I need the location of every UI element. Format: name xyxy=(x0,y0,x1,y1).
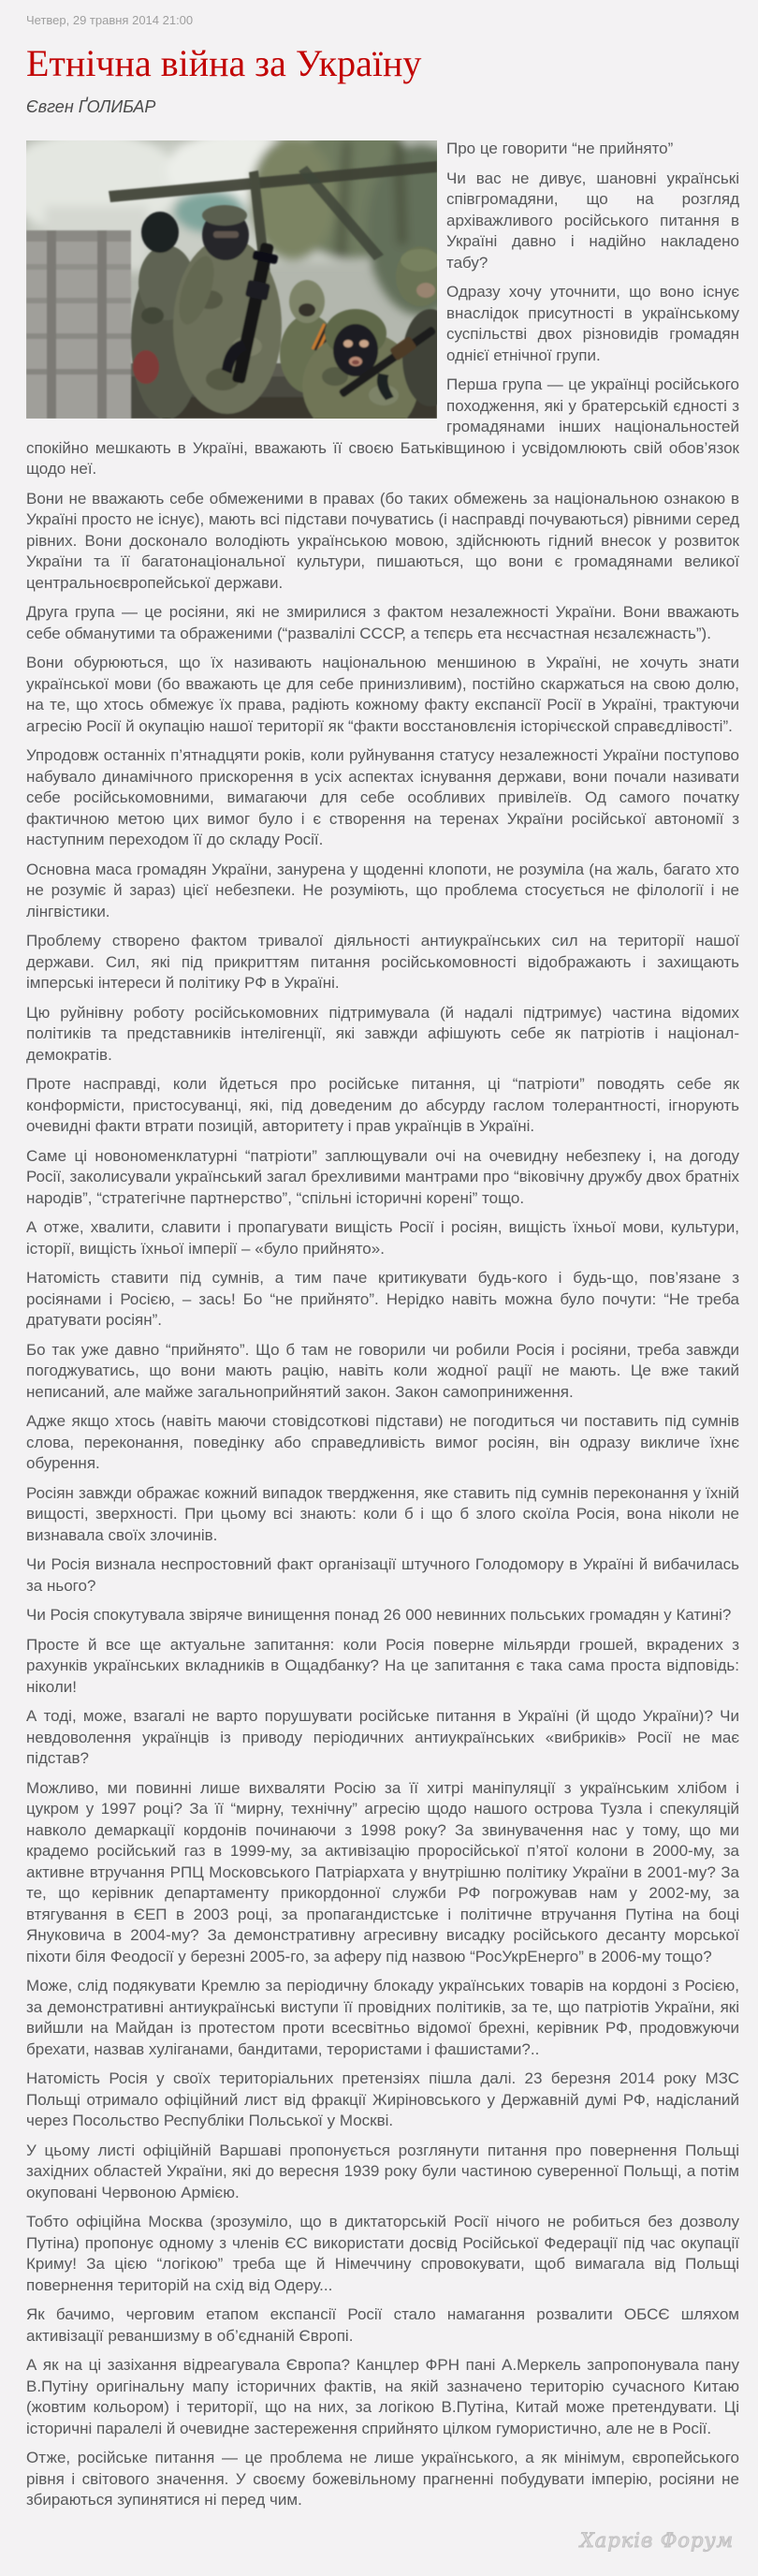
author-byline: Євген ҐОЛИБАР xyxy=(26,97,156,116)
article-paragraph: Чи Росія визнала неспростовний факт організації штучного Голодомору в Україні й вибачилась за нього? xyxy=(26,1555,739,1595)
article-paragraph: Проблему створено фактом тривалої діяльності антиукраїнських сил на території нашої держави. Сил, які під прикриттям питання російськомовності відображають і захищають імперські інтереси й політику РФ в Україні. xyxy=(26,932,739,992)
article-paragraph: Цю руйнівну роботу російськомовних підтримувала (й надалі підтримує) частина відомих політиків та представників інтелігенції, які завжди афішують себе як патріотів і націонал-демократів. xyxy=(26,1003,739,1064)
article-paragraph: Просте й все ще актуальне запитання: коли Росія поверне мільярди грошей, вкрадених з рахунків українських вкладників в Ощадбанку? На це запитання є така сама проста відповідь: ніколи! xyxy=(26,1635,739,1696)
article-paragraph: Тобто офіційна Москва (зрозуміло, що в диктаторській Росії нічого не робиться без дозволу Путіна) пропонує одному з членів ЄС використати досвід Російської Федерації під час окупації Криму! За цією “логікою” треба ще й Німеччину спровокувати, щоб вимагала від Польщі повернення територій на схід від Одеру... xyxy=(26,2213,739,2294)
article-paragraph: А як на ці зазіхання відреагувала Європа? Канцлер ФРН пані А.Меркель запропонувала пану В.Путіну оригінальну мапу історичних фактів, на якій зазначено територію сучасного Китаю (жовтим кольором) і території, що на них, за логікою В.Путіна, Китай може претендувати. Ці історичні паралелі й очевидне застереження сприйнято цілком гумористично, але не в Росії. xyxy=(26,2356,739,2437)
article-paragraph: Можливо, ми повинні лише вихваляти Росію за її хитрі маніпуляції з українським хлібом і цукром у 1997 році? За її “мирну, технічну” агресію щодо нашого острова Тузла і спекуляцій навколо демаркації кордонів починаючи з 1998 року? За звинувачення нас у тому, що ми крадемо російський газ в 1999-му, за активізацію проросійської п’ятої колони в 2000-му, за активне втручання РПЦ Московського Патріархата у внутрішню політику України в 2001-му? За те, що керівник департаменту прикордонної служби РФ погрожував нам у 2002-му, за втягування в ЄЕП в 2003 році, за пропагандистське і політичне втручання Путіна на боці Януковича в 2004-му? За демонстративну агресивну висадку російського десанту морської піхоти біля Феодосії у березні 2005-го, за аферу під назвою “РосУкрЕнерго” в 2006-му тощо? xyxy=(26,1778,739,1965)
article-paragraph: Як бачимо, черговим етапом експансії Росії стало намагання розвалити ОБСЄ шляхом активізації реваншизму в об’єднаній Європі. xyxy=(26,2305,739,2345)
article-paragraph: Чи вас не дивує, шановні українські співгромадяни, що на розгляд архіважливого російського питання в Україні давно і надійно накладено табу? xyxy=(446,169,739,272)
article-paragraph: А тоді, може, взагалі не варто порушувати російське питання в Україні (й щодо України)? Чи невдоволення українців із приводу періодичних антиукраїнських «вибриків» Росії не має підстав? xyxy=(26,1707,739,1767)
article-paragraph: Проте насправді, коли йдеться про російське питання, ці “патріоти” поводять себе як конформісти, пристосуванці, які, під доведеним до абсурду гаслом толерантності, ігнорують очевидні факти втрати позицій, авторитету і прав українців в Україні. xyxy=(26,1075,739,1135)
article-paragraph: А отже, хвалити, славити і пропагувати вищість Росії і росіян, вищість їхньої мови, культури, історії, вищість їхньої імперії – «було прийнято». xyxy=(26,1218,739,1258)
article-paragraph: Вони обурюються, що їх називають національною меншиною в Україні, не хочуть знати української мови (бо вважають це для себе принизливим), постійно скаржаться на свою долю, на те, що хтось обмежує їх права, радіють кожному факту експансії Росії в Україні, трактуючи агресію Росії й окупацію нашої території як “факти восстановлєнія історічєской справєдлівості”. xyxy=(26,654,739,735)
article-paragraph: Натомість Росія у своїх територіальних претензіях пішла далі. 23 березня 2014 року МЗС Польщі отримало офіційний лист від фракції Жиріновського у Державній думі РФ, надісланий через Посольство Республіки Польської у Москві. xyxy=(26,2069,739,2129)
article-paragraph: Адже якщо хтось (навіть маючи стовідсоткові підстави) не погодиться чи поставить під сумнів слова, переконання, поведінку або справедливість вимог росіян, він одразу викличе їхнє обурення. xyxy=(26,1412,739,1472)
article-paragraph: Росіян завжди ображає кожний випадок твердження, яке ставить під сумнів переконання у їхній вищості, зверхності. При цьому всі знають: коли б і що б злого скоїла Росія, вона ніколи не визнавала своїх злочинів. xyxy=(26,1483,739,1544)
article-paragraph: Може, слід подякувати Кремлю за періодичну блокаду українських товарів на кордоні з Росією, за демонстративні антиукраїнські виступи її провідних політиків, за те, що патріотів України, які вийшли на Майдан із протестом проти всесвітньо відомої брехні, керівник РФ, продовжуючи брехати, назвав хуліганами, бандитами, терористами і фашистами?.. xyxy=(26,1977,739,2058)
article-paragraph: Бо так уже давно “прийнято”. Що б там не говорили чи робили Росія і росіяни, треба завжди погоджуватись, що вони мають рацію, навіть коли жодної рації не мають. Це вже такий неписаний, але майже загальноприйнятий закон. Закон самоприниження. xyxy=(26,1340,739,1401)
page-title: Етнічна війна за Україну xyxy=(26,42,422,84)
article-paragraph: Друга група — це росіяни, які не змирилися з фактом незалежності України. Вони вважають себе обманутими та ображеними (“развалілі СССР, а тєпєрь ета нєсчастная нєзалєжнасть”). xyxy=(26,603,739,642)
site-watermark: Харків Форум xyxy=(579,2528,734,2552)
article-paragraph: Саме ці новономенклатурні “патріоти” заплющували очі на очевидну небезпеку і, на догоду Росії, заколисували український загал брехливими мантрами про “віковічну дружбу двох братніх народів”, “стратегічне партнерство”, “спільні історичні корені” тощо. xyxy=(26,1146,739,1207)
article-paragraph: Натомість ставити під сумнів, а тим паче критикувати будь-кого і будь-що, пов’язане з росіянами і Росією, – зась! Бо “не прийнято”. Нерідко навіть можна було почути: “Не треба дратувати росіян”. xyxy=(26,1269,739,1329)
article-paragraph: Упродовж останніх п’ятнадцяти років, коли руйнування статусу незалежності України поступово набувало динамічного прискорення в усіх аспектах існування держави, вони почали називати себе російськомовними, вимагаючи для себе особливих привілеїв. Од самого початку фактичною метою цих вимог було і є створення на теренах України російської автономії з наступним переходом її до складу Росії. xyxy=(26,746,739,848)
post-date: Четвер, 29 травня 2014 21:00 xyxy=(26,13,194,27)
article-paragraph: Про це говорити “не прийнято” xyxy=(446,140,674,157)
soldiers-truck-image xyxy=(26,140,437,419)
article-paragraph: Одразу хочу уточнити, що воно існує внаслідок присутності в українському суспільстві двох різновидів громадян однієї етнічної групи. xyxy=(446,283,739,364)
article-paragraph: Чи Росія спокутувала звіряче винищення понад 26 000 невинних польських громадян у Катині? xyxy=(26,1606,732,1624)
article-paragraph: Отже, російське питання — це проблема не лише українського, а як мінімум, європейського рівня і світового значення. У своєму божевільному прагненні побудувати імперію, росіяни не збираються зупинятися ні перед чим. xyxy=(26,2449,739,2509)
article-paragraph: Вони не вважають себе обмеженими в правах (бо таких обмежень за національною ознакою в Україні просто не існує), мають всі підстави почуватись (і насправді почуваються) рівними серед рівних. Вони досконало володіють українською мовою, здійснюють гідний внесок у розвиток України та її багатонаціональної культури, пишаються, що вони є громадянами великої центральноєвропейської держави. xyxy=(26,489,739,592)
article-body xyxy=(26,139,739,2511)
article-paragraph: Основна маса громадян України, занурена у щоденні клопоти, не розуміла (на жаль, багато хто не розуміє й зараз) цієї небезпеки. Не розуміють, що проблема стосується не філології і не лінгвістики. xyxy=(26,860,739,920)
article-photo-soldiers-truck xyxy=(26,140,437,419)
article-paragraph: Перша група — це українці російського походження, які у братерській єдності з громадянами інших національностей спокійно мешкають в Україні, вважають її своєю Батьківщиною і усвідомлюють свій обов’язок щодо неї. xyxy=(26,375,739,478)
truck-side-panel xyxy=(26,230,131,419)
article-paragraph: У цьому листі офіційній Варшаві пропонується розглянути питання про повернення Польщі західних областей України, які до вересня 1939 року були частиною суверенної Польщі, а потім окуповані Червоною Армією. xyxy=(26,2141,739,2201)
